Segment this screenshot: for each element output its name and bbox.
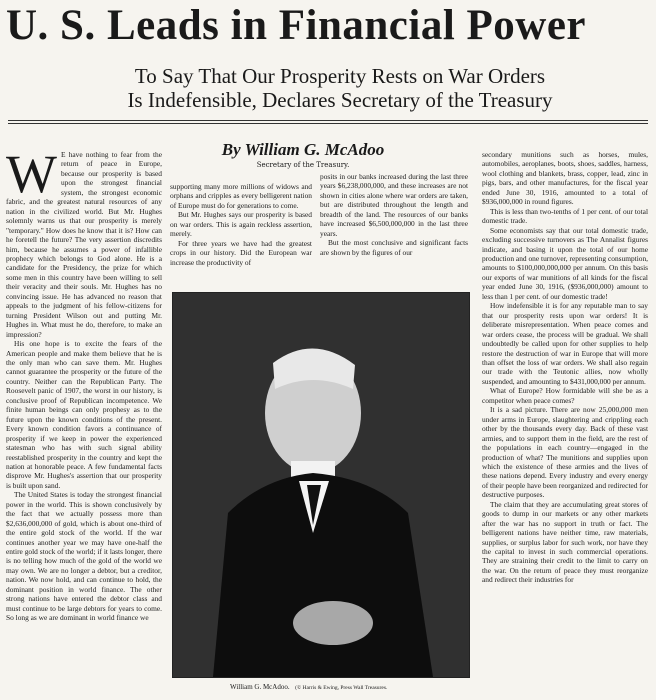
divider-rule <box>8 123 648 124</box>
photo-caption <box>230 683 470 691</box>
paragraph: supporting many more millions of widows and orphans and cripples as every belligerent nation of Europe must do for generations to come. <box>170 182 312 210</box>
paragraph: Some economists say that our total domestic trade, excluding successive turnovers as The Annalist figures indicate, and basing it upon the total of our home production and one turnover, representing consumption, amounts to $100,000,000,000 per annum. On this basis our exports of war munitions of all kinds for the fiscal year ended June 30, 1916, ($936,000,000) amount to less than 1 per cent. of our domestic trade! <box>482 225 648 301</box>
article-column-3 <box>320 172 468 282</box>
photo-credit: (© Harris & Ewing, Press Wall Treasures. <box>295 685 388 691</box>
paragraph: But Mr. Hughes says our prosperity is based on war orders. This is again reckless assertion, merely. <box>170 210 312 239</box>
subhead-line-1: To Say That Our Prosperity Rests on War Orders <box>134 64 546 88</box>
paragraph: The claim that they are accumulating great stores of goods to dump in our markets or any other markets after the war has no support in truth or fact. The belligerent nations have neither time, raw materials, supplies, or surplus labor for such work, nor have they the capital to invest in such commercial operations. They are straining their credit to the limit to carry on the war. On the return of peace they must reorganize and redirect their industries for <box>482 499 648 585</box>
byline-title: Secretary of the Treasury. <box>256 161 350 169</box>
paragraph: For three years we have had the greatest crops in our history. Did the European war increase the productivity of <box>170 238 312 267</box>
paragraph: His one hope is to excite the fears of the American people and make them believe that he is the only man who can save them. Mr. Hughes cannot guarantee the prosperity or the future of the country. Neither can the Republican Party. The Roosevelt panic of 1907, the worst in our history, is conclusive proof of Republican incompetence. We finite human beings can only prophesy as to the future upon the known conditions of the present. Every known condition favors a continuance of prosperity if we keep in power the experienced statesman who has with such signal ability reestablished prosperity in the country and kept the nation at honorable peace. A few fundamental facts disprove Mr. Hughes's assertion that our prosperity is built upon sand. <box>6 339 162 490</box>
portrait-image <box>173 293 469 677</box>
paragraph: How indefensible it is for any reputable man to say that our prosperity rests upon war orders! It is deliberate misrepresentation. When peace comes and war orders cease, the process will be gradual. We shall undoubtedly be called upon for other supplies to help restore the destruction of war in Europe that will more than offset the loss of war orders. We shall also regain our trade with the Teutonic allies, now wholly suspended, and amounting to $431,000,000 per annum. <box>482 301 648 386</box>
article-column-4 <box>482 150 648 698</box>
article-column-1 <box>6 150 162 698</box>
divider-rule <box>8 120 648 121</box>
paragraph: The United States is today the strongest financial power in the world. This is shown conclusively by the fact that we actually possess more than $2,636,000,000 of gold, which is about one-third of the entire gold stock of the world. If the war continues another year we may have one-half the entire gold stock of the world; if it lasts longer, there is no telling how much of the gold of the world we may own. We are no longer a debtor, but a creditor, nation. We now hold, and can continue to hold, the dominant position in world finance. The other strong nations have entered the debtor class and must continue to be large debtors for years to come. So long as we are dominant in world finance we <box>6 490 162 623</box>
paragraph: secondary munitions such as horses, mules, automobiles, aeroplanes, boots, shoes, saddles, harness, wool clothing and blankets, brass, copper, lead, zinc in pigs, bars, and other manufactures, for the fiscal year ended June 30, 1916, amounted to a total of $936,000,000 in round figures. <box>482 150 648 207</box>
subhead-line-2: Is Indefensible, Declares Secretary of the Treasury <box>127 88 553 112</box>
paragraph: It is a sad picture. There are now 25,000,000 men under arms in Europe, slaughtering and crippling each other by the thousands every day. Back of these vast armies, and to support them in the field, are the rest of the populations in each country—engaged in the production of what? The munitions and supplies upon which the existence of these armies and the lives of these nations depend. Every industry and every energy of their people have been reorganized and redirected for destructive purposes. <box>482 405 648 500</box>
subheadline <box>60 64 620 112</box>
byline <box>208 140 398 169</box>
paragraph: What of Europe? How formidable will she be as a competitor when peace comes? <box>482 386 648 405</box>
caption-name: William G. McAdoo. <box>230 683 290 691</box>
paragraph: This is less than two-tenths of 1 per cent. of our total domestic trade. <box>482 206 648 226</box>
article-column-2 <box>170 182 312 282</box>
paragraph: posits in our banks increased during the last three years $6,238,000,000, and these increases are not shown in cities alone where war orders are taken, but are distributed throughout the length and breadth of the land. The resources of our banks have increased $6,500,000,000 in the last three years. <box>320 172 468 238</box>
drop-cap: W <box>6 150 57 204</box>
headline: U. S. Leads in Financial Power <box>6 2 587 49</box>
paragraph: E have nothing to fear from the return of peace in Europe, because our prosperity is based upon the strongest financial system, the strongest economic fabric, and the greatest natural resources of any nation in the civilized world. But Mr. Hughes solemnly warns us that our prosperity is merely "temporary." How does he know that it is? How can he foretell the future? The very assertion discredits him, because he assumes a power of infallible prophecy which belongs to God alone. He is a candidate for the Presidency, the prize for which some men in this country have been willing to sell their veracity and their souls. Mr. Hughes has no convincing issue. He has advanced no reason that appeals to the judgment of his fellow-citizens for turning President Wilson out and putting Mr. Hughes in. What must he do, therefore, to make an impression? <box>6 150 162 339</box>
paragraph: But the most conclusive and significant facts are shown by the figures of our <box>320 238 468 257</box>
byline-author: By William G. McAdoo <box>221 140 385 159</box>
portrait-photo <box>172 292 470 678</box>
